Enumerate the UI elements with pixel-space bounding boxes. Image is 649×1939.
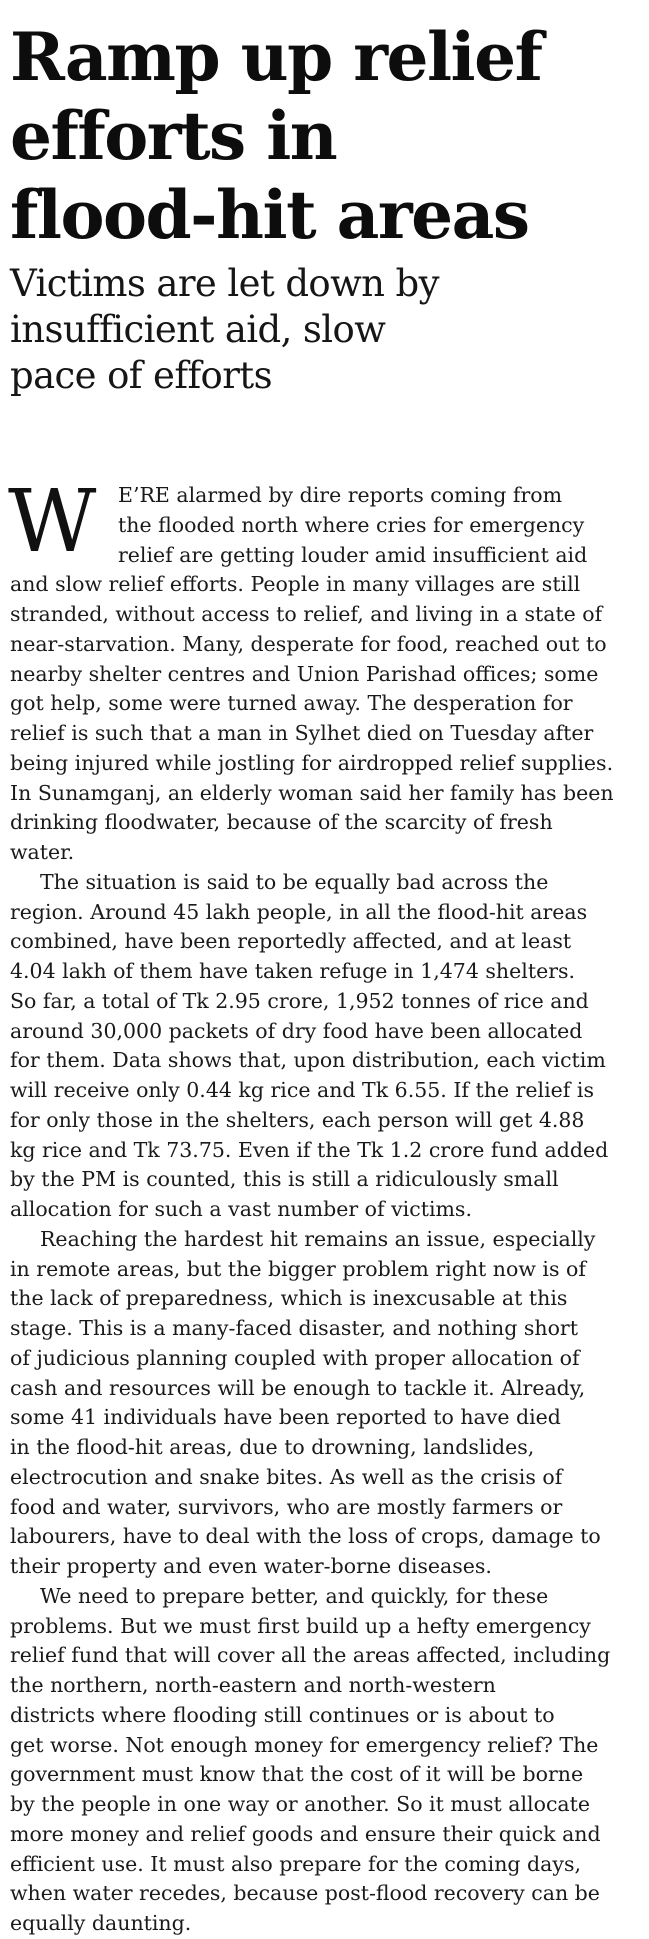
body-line: for only those in the shelters, each person will get 4.88: [10, 1107, 585, 1132]
body-line: electrocution and snake bites. As well as the crisis of: [10, 1464, 563, 1489]
body-line: relief is such that a man in Sylhet died on Tuesday after: [10, 721, 594, 745]
body-line: stranded, without access to relief, and living in a state of: [10, 602, 603, 626]
body-line: 4.04 lakh of them have taken refuge in 1,474 shelters.: [10, 959, 576, 983]
body-line: water.: [10, 840, 75, 864]
subheadline-line: Victims are let down by: [10, 262, 439, 305]
paragraph-2: [10, 868, 640, 1225]
body-line: in the flood-hit areas, due to drowning, landslides,: [10, 1435, 535, 1459]
body-line: the flooded north where cries for emergency: [118, 512, 585, 537]
body-line: allocation for such a vast number of victims.: [10, 1197, 472, 1221]
body-line: The situation is said to be equally bad across the: [40, 869, 549, 894]
body-line: food and water, survivors, who are mostly farmers or: [10, 1494, 563, 1519]
drop-cap: W: [8, 472, 97, 572]
body-line: by the PM is counted, this is still a ridiculously small: [10, 1167, 559, 1192]
body-line: E’RE alarmed by dire reports coming from: [118, 483, 563, 507]
body-line: some 41 individuals have been reported to have died: [10, 1405, 561, 1430]
subheadline-line: pace of efforts: [10, 354, 272, 397]
paragraph-3: [10, 1225, 640, 1582]
body-line: by the people in one way or another. So it must allocate: [10, 1792, 591, 1816]
body-line: government must know that the cost of it will be borne: [10, 1762, 584, 1787]
body-line: Reaching the hardest hit remains an issue, especially: [40, 1226, 596, 1251]
body-line: for them. Data shows that, upon distribution, each victim: [10, 1048, 606, 1073]
headline: [10, 18, 638, 255]
article-header: [10, 18, 638, 399]
body-line: In Sunamganj, an elderly woman said her family has been: [10, 780, 614, 805]
body-line: being injured while jostling for airdropped relief supplies.: [10, 750, 614, 775]
body-line: equally daunting.: [10, 1911, 192, 1935]
headline-line: flood-hit areas: [10, 176, 529, 254]
body-line: drinking floodwater, because of the scarcity of fresh: [10, 810, 553, 835]
headline-line: Ramp up relief: [10, 18, 542, 96]
body-line: when water recedes, because post-flood recovery can be: [10, 1881, 600, 1906]
body-line: relief are getting louder amid insufficient aid: [118, 542, 588, 567]
body-line: kg rice and Tk 73.75. Even if the Tk 1.2 crore fund added: [10, 1137, 609, 1162]
headline-line: efforts in: [10, 97, 337, 175]
body-line: and slow relief efforts. People in many villages are still: [10, 572, 581, 597]
body-line: districts where flooding still continues or is about to: [10, 1702, 555, 1727]
body-line: problems. But we must first build up a hefty emergency: [10, 1613, 591, 1638]
body-line: stage. This is a many-faced disaster, and nothing short: [10, 1316, 578, 1340]
body-line: near-starvation. Many, desperate for food, reached out to: [10, 631, 607, 656]
body-line: nearby shelter centres and Union Parishad offices; some: [10, 661, 599, 686]
body-line: of judicious planning coupled with proper allocation of: [10, 1345, 580, 1370]
body-line: get worse. Not enough money for emergency relief? The: [10, 1732, 599, 1757]
body-line: efficient use. It must also prepare for the coming days,: [10, 1851, 581, 1876]
body-line: around 30,000 packets of dry food have been allocated: [10, 1018, 583, 1043]
body-line: combined, have been reportedly affected, and at least: [10, 929, 572, 954]
body-line: cash and resources will be enough to tackle it. Already,: [10, 1375, 586, 1400]
body-line: labourers, have to deal with the loss of crops, damage to: [10, 1524, 601, 1549]
paragraph-4: [10, 1582, 640, 1939]
subheadline-line: insufficient aid, slow: [10, 308, 386, 351]
body-line: got help, some were turned away. The desperation for: [10, 691, 573, 716]
body-line: will receive only 0.44 kg rice and Tk 6.55. If the relief is: [10, 1078, 594, 1102]
body-line: relief fund that will cover all the areas affected, including: [10, 1643, 611, 1668]
paragraph-1: [8, 472, 640, 868]
body-line: So far, a total of Tk 2.95 crore, 1,952 tonnes of rice and: [10, 988, 589, 1013]
body-line: their property and even water-borne diseases.: [10, 1554, 492, 1578]
body-line: the lack of preparedness, which is inexcusable at this: [10, 1286, 568, 1311]
body-line: more money and relief goods and ensure their quick and: [10, 1821, 601, 1846]
body-line: We need to prepare better, and quickly, for these: [40, 1583, 549, 1608]
body-line: in remote areas, but the bigger problem right now is of: [10, 1256, 586, 1281]
body-line: the northern, north-eastern and north-western: [10, 1673, 496, 1697]
article-body: [8, 472, 640, 1939]
body-line: region. Around 45 lakh people, in all the flood-hit areas: [10, 899, 588, 924]
subheadline: [10, 261, 638, 399]
